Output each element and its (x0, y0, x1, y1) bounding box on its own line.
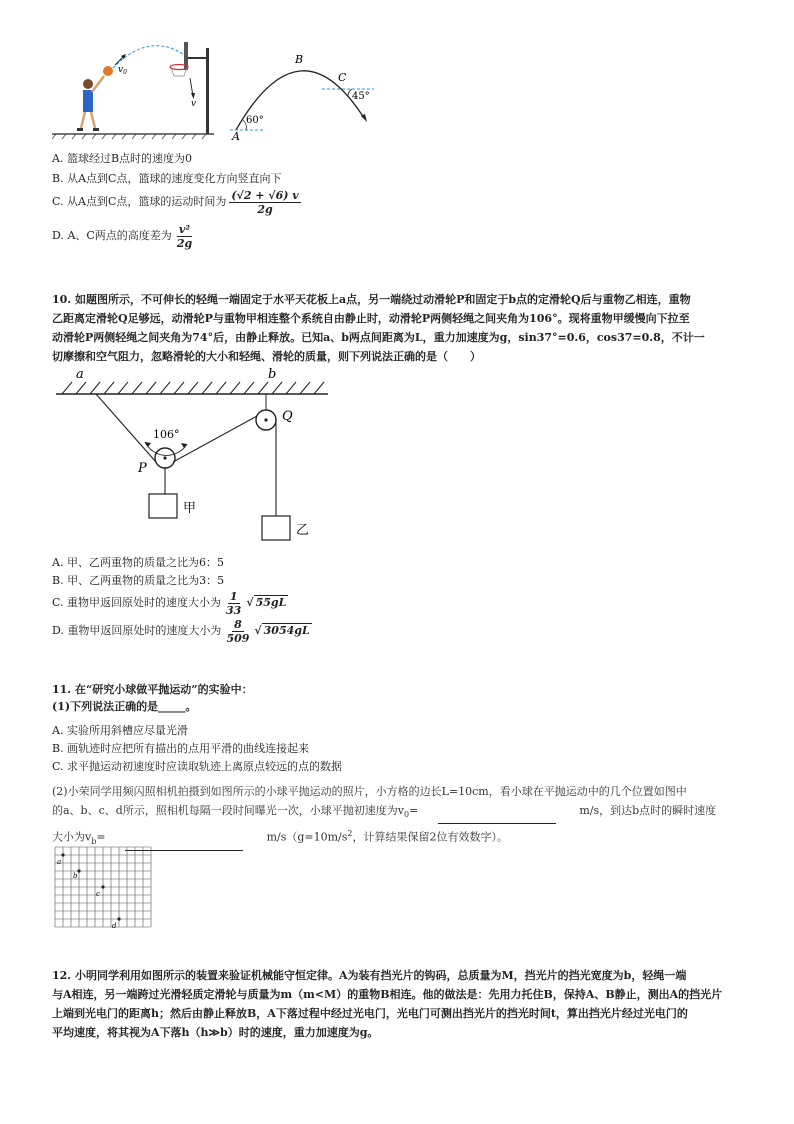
angle-45-label: 45° (352, 91, 370, 102)
q10-option-c-root: √ 55gL (246, 596, 287, 609)
v-label: v (191, 99, 197, 109)
v0-label: $v_0$ (118, 65, 127, 76)
point-c-label: C (338, 71, 347, 84)
q9-basketball-figure (48, 36, 218, 140)
angle-60-label: 60° (246, 115, 264, 126)
q10-option-c: C. 重物甲返回原处时的速度大小为 $\frac{1}{33}$ √ 55gL (52, 589, 287, 617)
q9-option-a: A. 篮球经过B点时的速度为0 (52, 152, 193, 165)
grid-label-a: a (57, 858, 62, 866)
grid-label-b: b (73, 872, 78, 880)
q9-option-d-fraction: $\frac{\text{v²}}{2g}$ (176, 222, 193, 250)
angle-106-label: 106° (153, 428, 180, 441)
q9-trajectory-figure (224, 48, 384, 144)
q11-part1: (1)下列说法正确的是_____。 (52, 700, 197, 713)
q11-grid-figure (54, 846, 154, 932)
pulley-q-label: Q (282, 409, 293, 424)
q10-option-a: A. 甲、乙两重物的质量之比为6：5 (52, 556, 224, 569)
q12-stem: 12. 小明同学利用如图所示的装置来验证机械能守恒定律。A为装有挡光片的钩码，总质量为M，挡光片的挡光宽度为b，轻绳一端 与A相连，另一端跨过光滑轻质定滑轮与质量为m（m<M）的重物B相连。他的做法是：先用力托住B，保持A、B静止，测出A的挡光片 上端到光电门的距离h；然后由静止释放B，A下落过程中经过光电门，光电门可测出挡光片的挡光时间t，算出挡光片经过光电门的 平均速度，将其视为A下落h（h≫b）时的速度，重力加速度为g。 (52, 969, 723, 1039)
point-a-label: A (232, 130, 240, 143)
q10-pulley-figure (52, 364, 332, 544)
q9-option-c-fraction: $\frac{(√2 + √6) v}{2g}$ (231, 188, 299, 216)
q10-stem: 10. 如题图所示，不可伸长的轻绳一端固定于水平天花板上a点，另一端绕过动滑轮P和固定于b点的定滑轮Q后与重物乙相连，重物 乙距离定滑轮Q足够远，动滑轮P与重物甲相连整个系统自由静止时，动滑轮P两侧轻绳之间夹角为106°。现将重物甲缓慢向下拉至 动滑轮P两侧轻绳之间夹角为74°后，由静止释放。已知a、b两点间距离为L，重力加速度为g，sin37°=0.6，cos37=0.8，不计一 切摩擦和空气阻力，忽略滑轮的大小和轻绳、滑轮的质量，则下列说法正确的是（ ） (52, 293, 705, 363)
q9-option-d: D. A、C两点的高度差为 $\frac{\text{v²}}{2g}$ (52, 222, 193, 250)
q9-option-b: B. 从A点到C点，篮球的速度变化方向竖直向下 (52, 172, 282, 185)
q11-stem: 11. 在“研究小球做平抛运动”的实验中： (52, 683, 253, 696)
q11-option-b: B. 画轨迹时应把所有描出的点用平滑的曲线连接起来 (52, 742, 310, 755)
q10-option-b: B. 甲、乙两重物的质量之比为3：5 (52, 574, 225, 587)
q11-option-c: C. 求平抛运动初速度时应读取轨迹上离原点较远的点的数据 (52, 760, 343, 773)
grid-label-d: d (112, 922, 117, 930)
weight-jia-label: 甲 (183, 501, 197, 516)
point-a-label: a (76, 367, 84, 382)
q11-part2: (2)小荣同学用频闪照相机拍摄到如图所示的小球平抛运动的照片，小方格的边长L=10cm，看小球在平抛运动中的几个位置如图中 的a、b、c、d所示，照相机每隔一段时间曝光一次，小球平抛初速度为$v_0= m/s$，到达b点时的瞬时速度 大小为$v_b= m/s(g=10m/s^2$，计算结果保留2位有效数字）。 (52, 782, 762, 851)
weight-yi-label: 乙 (296, 523, 310, 538)
q11-option-a: A. 实验所用斜槽应尽量光滑 (52, 724, 188, 737)
pulley-p-label: P (138, 461, 147, 476)
point-b-label: b (268, 367, 277, 382)
q10-option-d: D. 重物甲返回原处时的速度大小为 $\frac{8}{509}$ √ 3054gL (52, 617, 310, 645)
q9-option-c: C. 从A点到C点，篮球的运动时间为 $\frac{(√2 + √6) v}{2g}$ (52, 188, 299, 216)
q10-option-d-root: √ 3054gL (254, 624, 310, 637)
grid-label-c: c (96, 890, 100, 898)
point-b-label: B (295, 53, 304, 66)
